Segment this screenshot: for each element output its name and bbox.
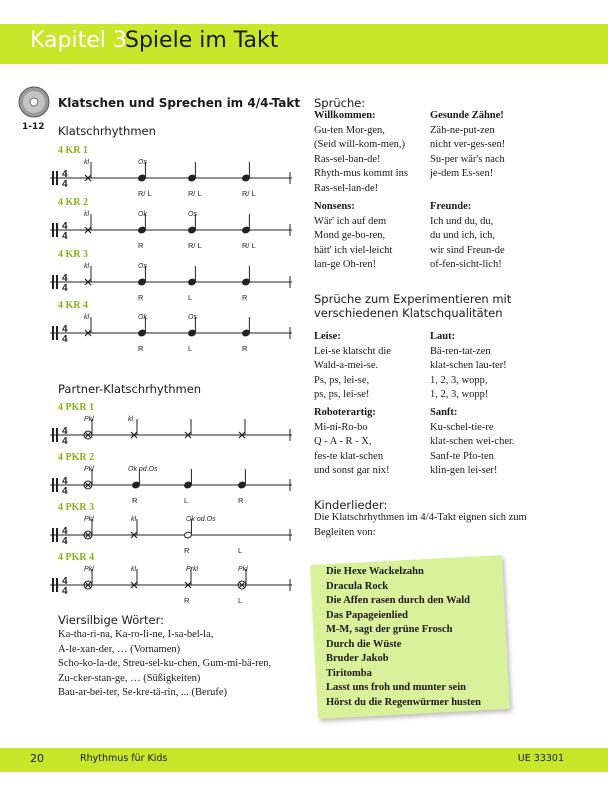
rhythm-staff xyxy=(46,158,296,202)
rhythm-staff xyxy=(46,565,296,609)
poem-line: Rhyth-mus kommt ins xyxy=(314,168,408,179)
poem-title: Nonsens: xyxy=(314,201,355,212)
time-signature-numerator: 4 xyxy=(62,169,68,180)
poem-title: Laut: xyxy=(430,331,456,342)
song-item: Die Hexe Wackelzahn xyxy=(326,566,424,577)
percussion-clef xyxy=(52,275,54,289)
catalog-code: UE 33301 xyxy=(517,753,564,764)
words-line: Zu-cker-stan-ge, … (Süßigkeiten) xyxy=(58,672,201,684)
time-signature-numerator: 4 xyxy=(62,273,68,284)
syllable-label: Os xyxy=(188,211,197,218)
hand-label: R xyxy=(138,241,144,250)
hand-label: R xyxy=(242,344,248,353)
syllable-label: Os xyxy=(138,159,147,166)
poem-roboterartig xyxy=(314,406,390,479)
percussion-clef xyxy=(52,578,54,592)
cd-track: 1-12 xyxy=(22,122,45,132)
poem-line: Bä-ren-tat-zen xyxy=(430,345,491,357)
poem-line: Ras-sel-lan-de! xyxy=(314,182,379,194)
hand-label: L xyxy=(238,546,243,555)
hand-label: L xyxy=(188,293,193,302)
hand-label: L xyxy=(188,344,193,353)
poem-line: (Seid will-kom-men,) xyxy=(314,139,405,150)
experiment-heading xyxy=(314,292,511,320)
rhythm-label: 4 PKR 4 xyxy=(58,552,95,563)
rhythm-label: 4 KR 1 xyxy=(58,145,88,156)
rhythm-label: 4 KR 4 xyxy=(58,300,88,311)
quarter-note xyxy=(242,317,251,337)
syllable-label: Ok xyxy=(138,211,147,218)
poem-line: Sanf-te Pfo-ten xyxy=(430,450,494,462)
time-signature-numerator: 4 xyxy=(62,476,68,487)
words-line: A-le-xan-der, … (Vornamen) xyxy=(58,643,181,655)
poem-line: 1, 2, 3, wopp, xyxy=(430,374,488,386)
words-line: Bau-ar-bei-ter, Se-kre-tä-rin, ... (Berufe) xyxy=(58,687,228,698)
syllable-label: Pkl xyxy=(84,416,94,423)
poem-gesunde-zaehne xyxy=(430,109,505,182)
poem-willkommen xyxy=(314,109,408,196)
poem-line: je-dem Es-sen! xyxy=(430,168,494,179)
poem-freunde xyxy=(430,200,505,273)
time-signature-numerator: 4 xyxy=(62,526,68,537)
poem-line: Q - A - R - X, xyxy=(314,436,372,447)
percussion-clef xyxy=(52,223,54,237)
poem-line: Lei-se klatscht die xyxy=(314,345,391,357)
hand-label: R/ L xyxy=(188,189,202,198)
words-line: Scho-ko-la-de, Streu-sel-ku-chen, Gum-mi-bä-ren, xyxy=(58,658,272,669)
poem-line: ps, ps, lei-se! xyxy=(314,389,370,400)
percussion-clef xyxy=(56,171,58,185)
time-signature-denominator: 4 xyxy=(62,334,68,345)
poem-title: Leise: xyxy=(314,331,341,342)
kinderlieder-heading: Kinderlieder: xyxy=(314,498,388,512)
quarter-note xyxy=(242,266,251,286)
quarter-note xyxy=(184,469,193,489)
percussion-clef xyxy=(56,578,58,592)
hand-label: R/ L xyxy=(242,189,256,198)
poem-laut xyxy=(430,330,507,403)
poem-line: Ku-schel-tie-re xyxy=(430,421,494,433)
poem-line: klat-schen wei-cher. xyxy=(430,436,515,447)
hand-label: R xyxy=(132,496,138,505)
percussion-clef xyxy=(52,478,54,492)
poem-line: 1, 2, 3, wopp! xyxy=(430,389,489,400)
song-item: M-M, sagt der grüne Frosch xyxy=(326,624,453,635)
hand-label: R/ L xyxy=(188,241,202,250)
poem-line: klin-gen lei-ser! xyxy=(430,465,498,476)
words-heading: Viersilbige Wörter: xyxy=(58,613,164,627)
kinderlieder-text xyxy=(314,511,527,540)
poem-leise xyxy=(314,330,391,403)
book-title: Rhythmus für Kids xyxy=(80,753,168,764)
percussion-clef xyxy=(56,478,58,492)
hand-label: R xyxy=(138,344,144,353)
syllable-label: kl xyxy=(131,566,137,573)
time-signature-denominator: 4 xyxy=(62,283,68,294)
syllable-label: Prkl xyxy=(186,566,199,573)
poem-line: Ras-sel-ban-de! xyxy=(314,153,381,165)
hand-label: L xyxy=(238,596,243,605)
poem-line: Gu-ten Mor-gen, xyxy=(314,124,385,136)
poem-line: Ich und du, du, xyxy=(430,215,494,227)
quarter-note xyxy=(188,266,197,286)
time-signature-denominator: 4 xyxy=(62,179,68,190)
words-line: Ka-tha-ri-na, Ka-ro-li-ne, I-sa-bel-la, xyxy=(58,629,214,640)
hand-label: R xyxy=(242,293,248,302)
time-signature-denominator: 4 xyxy=(62,536,68,547)
hand-label: R xyxy=(184,546,190,555)
song-item: Hörst du die Regenwürmer husten xyxy=(326,696,481,708)
time-signature-numerator: 4 xyxy=(62,221,68,232)
percussion-clef xyxy=(52,171,54,185)
song-item: Tiritomba xyxy=(326,667,372,679)
rhythm-label: 4 PKR 2 xyxy=(58,452,95,463)
song-item: Das Papageienlied xyxy=(326,609,408,621)
poem-sanft xyxy=(430,406,515,479)
song-item: Lasst uns froh und munter sein xyxy=(326,682,466,693)
rhythm-label: 4 PKR 1 xyxy=(58,402,95,413)
poem-title: Willkommen: xyxy=(314,110,376,121)
poem-line: Su-per wär's nach xyxy=(430,153,505,165)
poem-title: Gesunde Zähne! xyxy=(430,110,504,121)
subheading-klatschrhythmen: Klatschrhythmen xyxy=(58,124,156,138)
poem-title: Sanft: xyxy=(430,407,458,418)
syllable-label: Os xyxy=(138,263,147,270)
syllable-label: kl xyxy=(84,263,90,270)
rhythm-label: 4 KR 3 xyxy=(58,249,88,260)
poem-line: Wär' ich auf dem xyxy=(314,215,387,227)
hand-label: R xyxy=(238,496,244,505)
time-signature-numerator: 4 xyxy=(62,426,68,437)
syllable-label: Os xyxy=(188,314,197,321)
percussion-clef xyxy=(56,223,58,237)
time-signature-denominator: 4 xyxy=(62,586,68,597)
time-signature-numerator: 4 xyxy=(62,324,68,335)
experiment-heading-line: verschiedenen Klatschqualitäten xyxy=(314,306,503,320)
hand-label: R/ L xyxy=(242,241,256,250)
chapter-number: Kapitel 3 xyxy=(30,28,127,53)
poem-line: lan-ge Oh-ren! xyxy=(314,259,377,270)
song-item: Dracula Rock xyxy=(326,580,389,592)
syllable-label: Pkl xyxy=(238,566,248,573)
percussion-clef xyxy=(56,528,58,542)
song-item: Durch die Wüste xyxy=(326,638,402,650)
page-footer xyxy=(0,748,608,772)
rhythm-label: 4 PKR 3 xyxy=(58,502,95,513)
hand-label: R/ L xyxy=(138,189,152,198)
syllable-label: kl xyxy=(84,211,90,218)
percussion-clef xyxy=(56,326,58,340)
poem-line: klat-schen lau-ter! xyxy=(430,360,507,371)
time-signature-denominator: 4 xyxy=(62,436,68,447)
time-signature-denominator: 4 xyxy=(62,231,68,242)
chapter-title: Spiele im Takt xyxy=(125,28,279,53)
quarter-note xyxy=(188,162,197,182)
syllable-label: Ok od.Os xyxy=(186,516,216,523)
kinderlieder-text-line: Die Klatschrhythmen im 4/4-Takt eignen sich zum xyxy=(314,512,527,523)
percussion-clef xyxy=(56,428,58,442)
quarter-note xyxy=(242,162,251,182)
song-item: Bruder Jakob xyxy=(326,653,389,664)
hand-label: L xyxy=(184,496,189,505)
poem-line: wir sind Freun-de xyxy=(430,244,505,256)
syllable-label: Ok xyxy=(138,314,147,321)
hand-label: R xyxy=(184,596,190,605)
sprueche-heading: Sprüche: xyxy=(314,96,366,110)
syllable-label: Ok od.Os xyxy=(128,466,158,473)
rhythm-label: 4 KR 2 xyxy=(58,197,88,208)
poem-line: und sonst gar nix! xyxy=(314,465,390,476)
syllable-label: kl xyxy=(84,159,90,166)
time-signature-numerator: 4 xyxy=(62,576,68,587)
hand-label: R xyxy=(138,293,144,302)
rhythm-staff xyxy=(46,210,296,254)
experiment-heading-line: Sprüche zum Experimentieren mit xyxy=(314,292,512,306)
subheading-partner: Partner-Klatschrhythmen xyxy=(58,382,202,396)
poem-line: Mi-ni-Ro-bo xyxy=(314,421,368,433)
poem-line: nicht ver-ges-sen! xyxy=(430,139,506,150)
quarter-note xyxy=(242,214,251,234)
syllable-label: Pkl xyxy=(84,466,94,473)
poem-nonsens xyxy=(314,200,392,273)
percussion-clef xyxy=(52,326,54,340)
time-signature-denominator: 4 xyxy=(62,486,68,497)
syllable-label: kl xyxy=(131,516,137,523)
words-list xyxy=(58,628,271,701)
song-list xyxy=(326,565,481,710)
percussion-clef xyxy=(56,275,58,289)
poem-line: fes-te klat-schen xyxy=(314,450,384,462)
poem-line: Zäh-ne-put-zen xyxy=(430,124,495,136)
rhythm-staff xyxy=(46,313,296,357)
song-item: Die Affen rasen durch den Wald xyxy=(326,595,471,606)
poem-line: Wald-a-mei-se. xyxy=(314,360,379,371)
poem-line: Ps, ps, lei-se, xyxy=(314,374,370,386)
percussion-clef xyxy=(52,428,54,442)
poem-title: Freunde: xyxy=(430,201,472,212)
syllable-label: Pkl xyxy=(84,566,94,573)
percussion-clef xyxy=(52,528,54,542)
kinderlieder-text-line: Begleiten von: xyxy=(314,526,376,538)
poem-line: hätt' ich viel-leicht xyxy=(314,244,393,256)
poem-line: du und ich, ich, xyxy=(430,230,496,241)
syllable-label: Pkl xyxy=(84,516,94,523)
page-number: 20 xyxy=(30,752,44,765)
poem-line: of-fen-sicht-lich! xyxy=(430,259,502,270)
syllable-label: kl xyxy=(84,314,90,321)
quarter-note xyxy=(238,469,247,489)
poem-line: Mond ge-bo-ren, xyxy=(314,230,386,241)
chapter-header xyxy=(0,24,608,64)
poem-title: Roboterartig: xyxy=(314,407,376,418)
syllable-label: kl xyxy=(128,416,134,423)
section-heading: Klatschen und Sprechen im 4/4-Takt xyxy=(58,96,301,110)
